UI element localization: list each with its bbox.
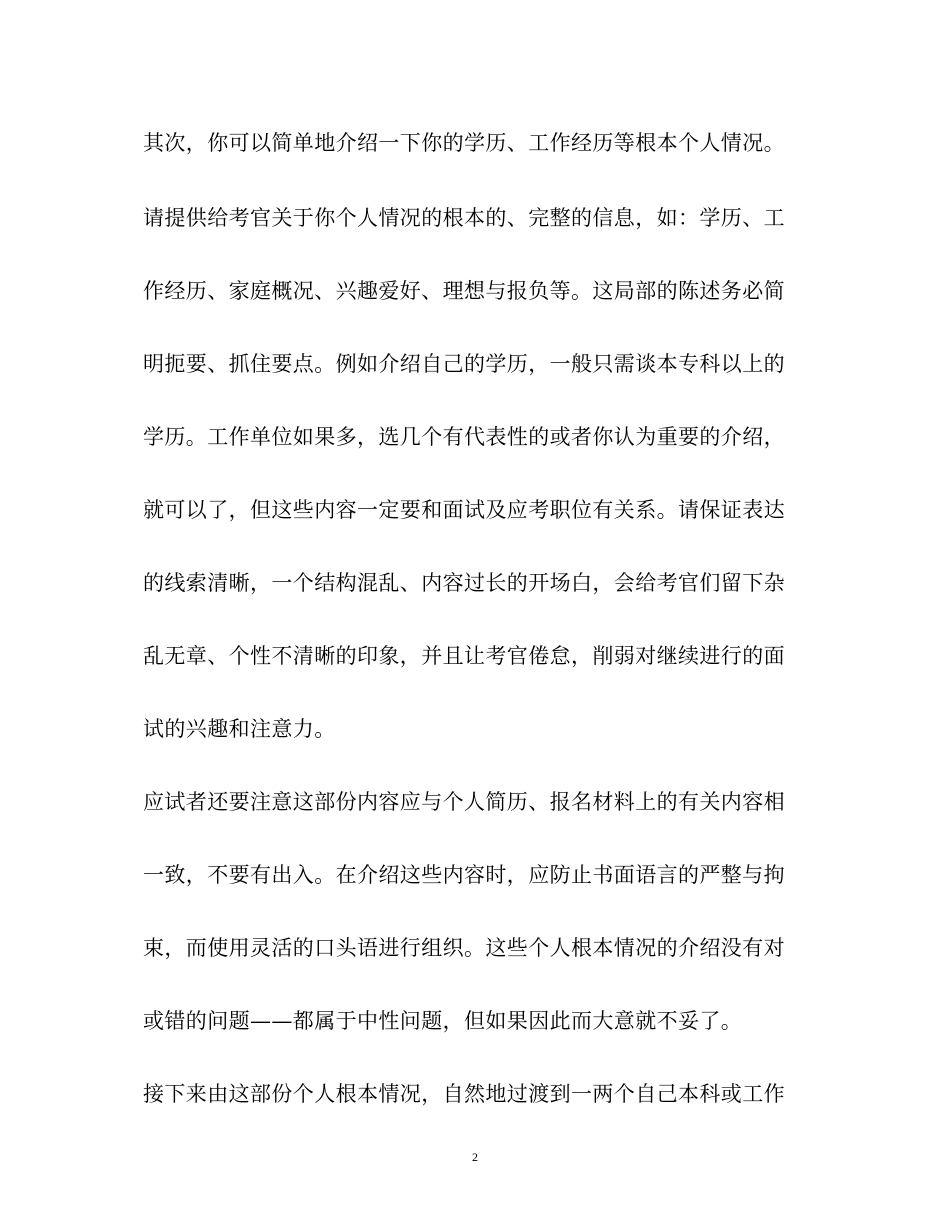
text-line: 乱无章、个性不清晰的印象，并且让考官倦怠，削弱对继续进行的面 (143, 644, 785, 668)
text-line: 应试者还要注意这部份内容应与个人简历、报名材料上的有关内容相 (143, 790, 785, 814)
page-number: 2 (472, 1150, 478, 1164)
text-line: 或错的问题——都属于中性问题，但如果因此而大意就不妥了。 (143, 1009, 743, 1033)
text-line: 请提供给考官关于你个人情况的根本的、完整的信息，如：学历、工 (143, 206, 785, 230)
text-line: 就可以了，但这些内容一定要和面试及应考职位有关系。请保证表达 (143, 498, 785, 522)
text-line: 束，而使用灵活的口头语进行组织。这些个人根本情况的介绍没有对 (143, 936, 785, 960)
text-line: 明扼要、抓住要点。例如介绍自己的学历，一般只需谈本专科以上的 (143, 352, 785, 376)
text-line: 学历。工作单位如果多，选几个有代表性的或者你认为重要的介绍， (143, 425, 785, 449)
text-line: 作经历、家庭概况、兴趣爱好、理想与报负等。这局部的陈述务必简 (143, 279, 785, 303)
text-line: 其次，你可以简单地介绍一下你的学历、工作经历等根本个人情况。 (143, 131, 785, 155)
text-line: 试的兴趣和注意力。 (143, 717, 336, 741)
text-line: 的线索清晰，一个结构混乱、内容过长的开场白，会给考官们留下杂 (143, 571, 785, 595)
text-line: 一致，不要有出入。在介绍这些内容时，应防止书面语言的严整与拘 (143, 863, 785, 887)
text-line: 接下来由这部份个人根本情况，自然地过渡到一两个自己本科或工作 (143, 1082, 785, 1106)
